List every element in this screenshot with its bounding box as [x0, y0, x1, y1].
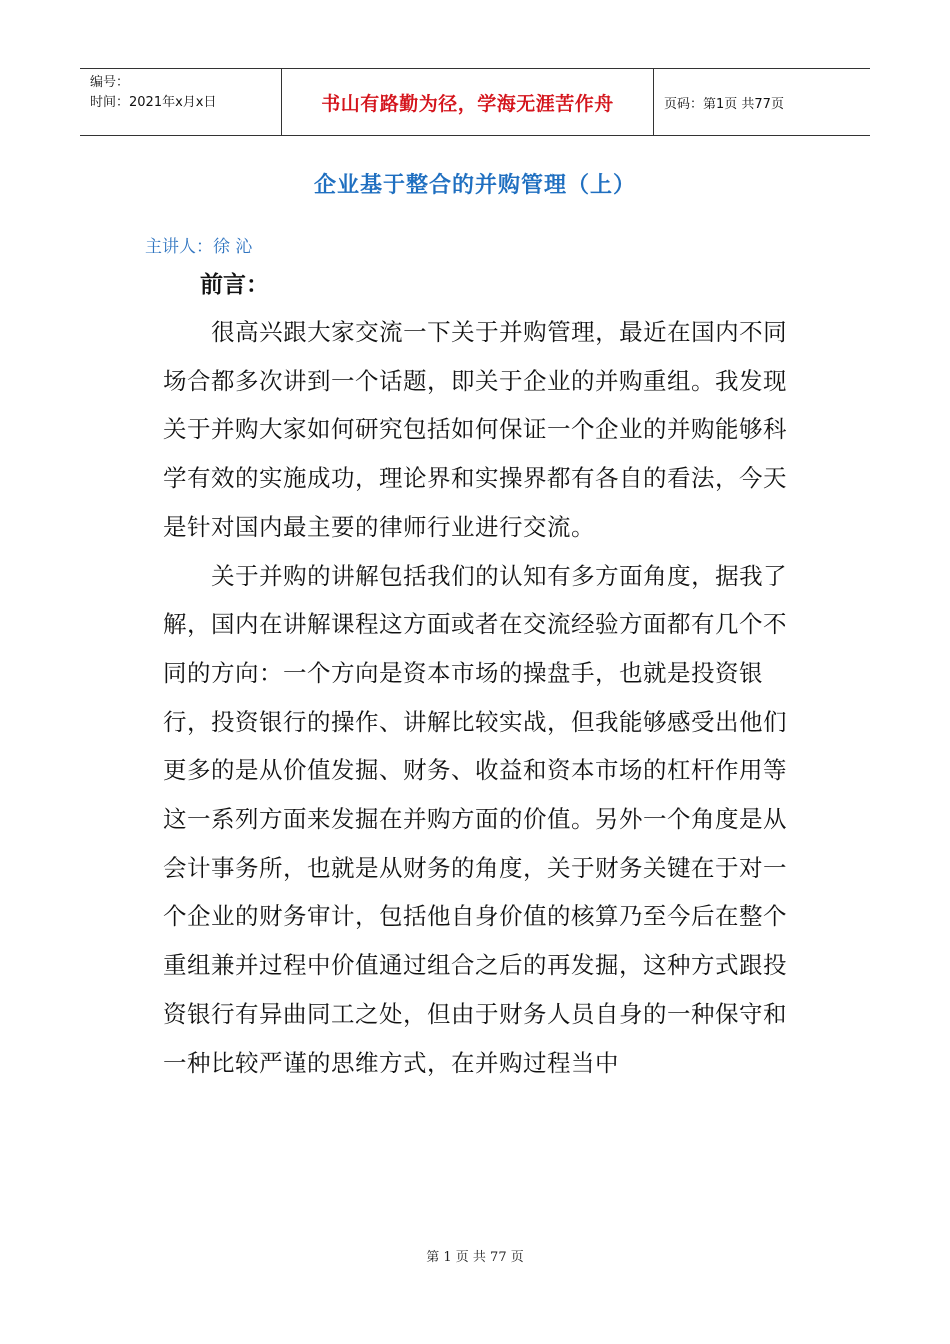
speaker-line: 主讲人：徐 沁 — [145, 237, 253, 257]
document-time-label: 时间：2021年x月x日 — [90, 95, 217, 110]
paragraph: 很高兴跟大家交流一下关于并购管理，最近在国内不同场合都多次讲到一个话题，即关于企业的并购重组。我发现关于并购大家如何研究包括如何保证一个企业的并购能够科学有效的实施成功，理论界和实操界都有各自的看法，今天是针对国内最主要的律师行业进行交流。 — [163, 318, 788, 541]
header-page-cell — [654, 69, 870, 135]
section-heading: 前言： — [200, 272, 269, 298]
header-motto-cell — [282, 69, 654, 135]
body-text — [163, 308, 793, 1087]
document-title: 企业基于整合的并购管理（上） — [313, 173, 636, 198]
header-meta-cell — [80, 69, 282, 135]
page-header — [80, 68, 870, 136]
document-number-label: 编号： — [90, 75, 130, 90]
header-page-info: 页码：第1页 共77页 — [664, 96, 784, 112]
header-motto: 书山有路勤为径，学海无涯苦作舟 — [321, 92, 614, 115]
page-footer: 第 1 页 共 77 页 — [426, 1250, 524, 1265]
paragraph: 关于并购的讲解包括我们的认知有多方面角度，据我了解，国内在讲解课程这方面或者在交流经验方面都有几个不同的方向：一个方向是资本市场的操盘手，也就是投资银行，投资银行的操作、讲解比较实战，但我能够感受出他们更多的是从价值发掘、财务、收益和资本市场的杠杆作用等这一系列方面来发掘在并购方面的价值。另外一个角度是从会计事务所，也就是从财务的角度，关于财务关键在于对一个企业的财务审计，包括他自身价值的核算乃至今后在整个重组兼并过程中价值通过组合之后的再发掘，这种方式跟投资银行有异曲同工之处，但由于财务人员自身的一种保守和一种比较严谨的思维方式，在并购过程当中 — [163, 561, 788, 1077]
